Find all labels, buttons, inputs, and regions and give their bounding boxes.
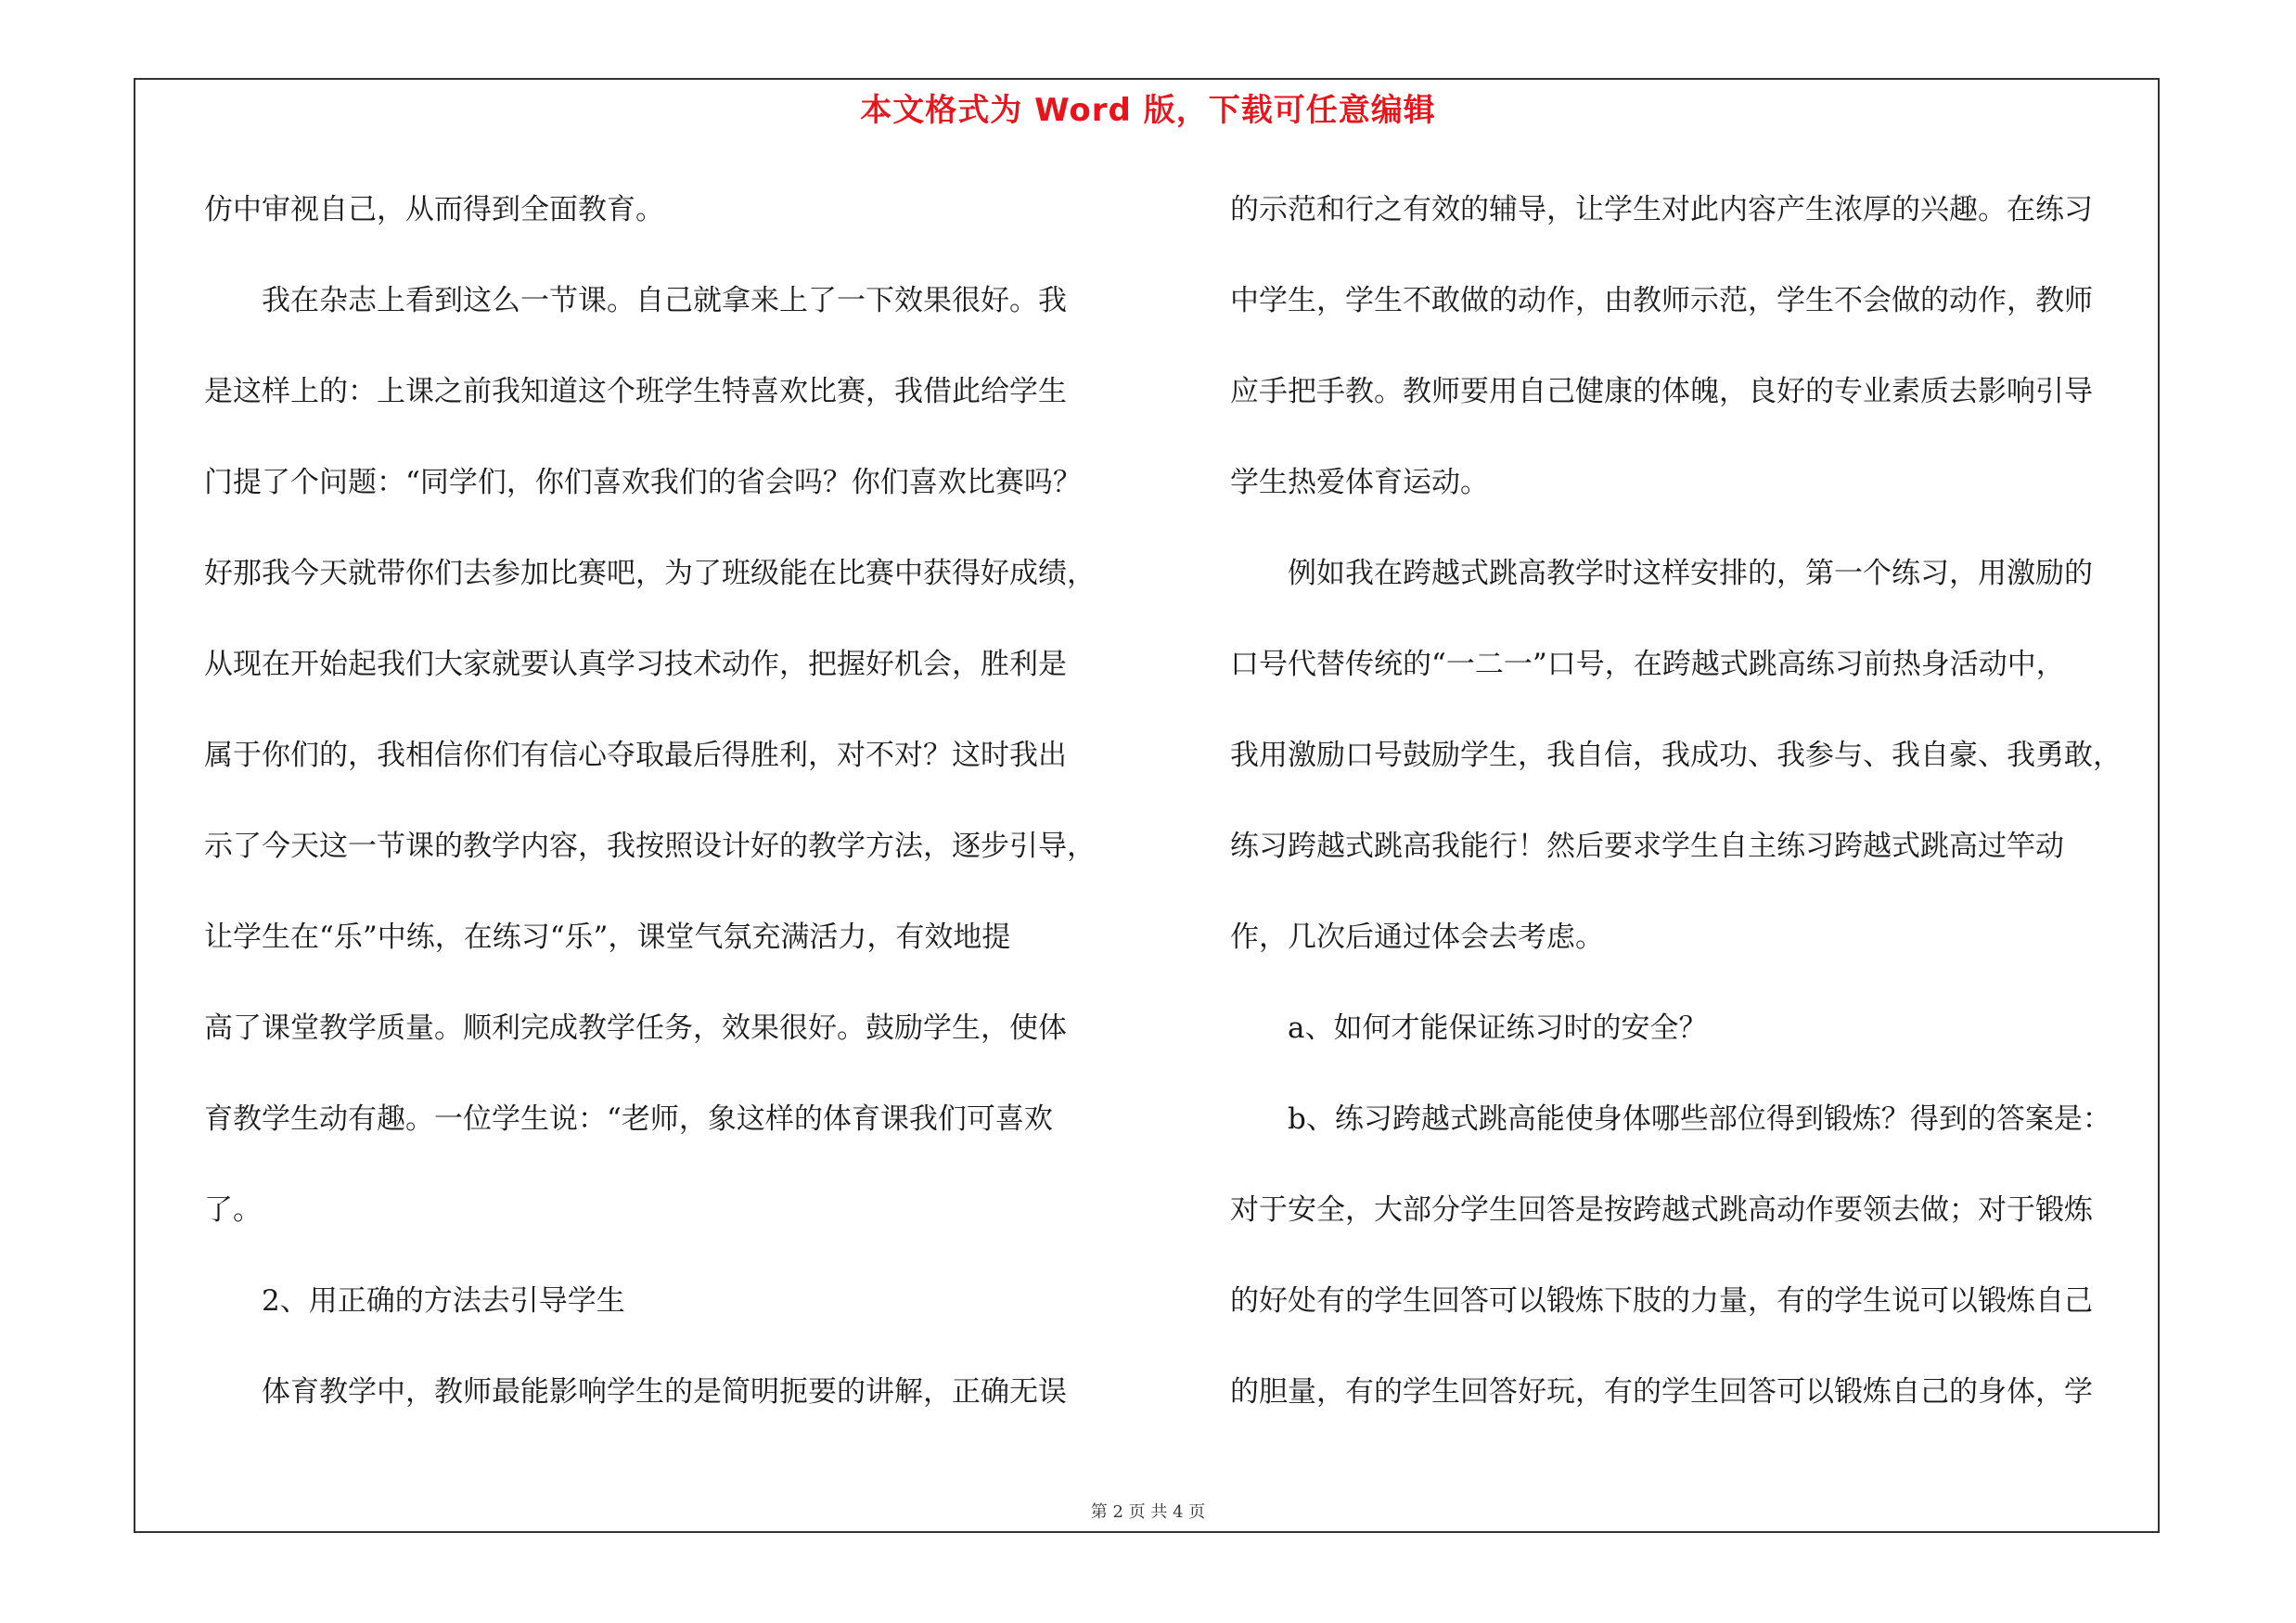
paragraph-line: 体育教学中，教师最能影响学生的是简明扼要的讲解，正确无误	[204, 1375, 1067, 1409]
paragraph-line: 我用激励口号鼓励学生，我自信，我成功、我参与、我自豪、我勇敢，	[1230, 739, 2122, 772]
paragraph-line: 的示范和行之有效的辅导，让学生对此内容产生浓厚的兴趣。在练习	[1230, 193, 2093, 226]
paragraph-line: 应手把手教。教师要用自己健康的体魄，良好的专业素质去影响引导	[1230, 375, 2093, 408]
paragraph-line: 学生热爱体育运动。	[1230, 466, 1489, 499]
paragraph-line: 门提了个问题：“同学们，你们喜欢我们的省会吗？你们喜欢比赛吗？	[204, 466, 1082, 499]
right-text-column	[1230, 182, 2161, 1455]
section-heading: 2、用正确的方法去引导学生	[204, 1284, 625, 1318]
paragraph-line: 高了课堂教学质量。顺利完成教学任务，效果很好。鼓励学生，使体	[204, 1011, 1067, 1045]
paragraph-line: 中学生，学生不敢做的动作，由教师示范，学生不会做的动作，教师	[1230, 284, 2093, 317]
paragraph-line: 的胆量，有的学生回答好玩，有的学生回答可以锻炼自己的身体，学	[1230, 1375, 2093, 1409]
paragraph-line: 从现在开始起我们大家就要认真学习技术动作，把握好机会，胜利是	[204, 648, 1067, 681]
paragraph-line: 示了今天这一节课的教学内容，我按照设计好的教学方法，逐步引导，	[204, 830, 1096, 863]
paragraph-line: 育教学生动有趣。一位学生说：“老师，象这样的体育课我们可喜欢	[204, 1102, 1053, 1136]
paragraph-line: 的好处有的学生回答可以锻炼下肢的力量，有的学生说可以锻炼自己	[1230, 1284, 2093, 1318]
paragraph-line: 让学生在“乐”中练，在练习“乐”，课堂气氛充满活力，有效地提	[204, 921, 1011, 954]
editable-notice-banner: 本文格式为 Word 版，下载可任意编辑	[860, 92, 1436, 129]
page-number-footer: 第 2 页 共 4 页	[1090, 1502, 1206, 1522]
paragraph-line: 练习跨越式跳高我能行！然后要求学生自主练习跨越式跳高过竿动	[1230, 830, 2064, 863]
paragraph-line: 属于你们的，我相信你们有信心夺取最后得胜利，对不对？这时我出	[204, 739, 1067, 772]
paragraph-line: 是这样上的：上课之前我知道这个班学生特喜欢比赛，我借此给学生	[204, 375, 1067, 408]
question-item-a: a、如何才能保证练习时的安全？	[1230, 1011, 1708, 1045]
paragraph-line: 了。	[204, 1193, 262, 1227]
paragraph-line: 仿中审视自己，从而得到全面教育。	[204, 193, 664, 226]
paragraph-line: 作，几次后通过体会去考虑。	[1230, 921, 1604, 954]
question-item-b: b、练习跨越式跳高能使身体哪些部位得到锻炼？得到的答案是：	[1230, 1102, 2111, 1136]
paragraph-line: 对于安全，大部分学生回答是按跨越式跳高动作要领去做；对于锻炼	[1230, 1193, 2093, 1227]
paragraph-line: 好那我今天就带你们去参加比赛吧，为了班级能在比赛中获得好成绩，	[204, 557, 1096, 590]
left-text-column	[204, 182, 1132, 1455]
paragraph-line: 口号代替传统的“一二一”口号，在跨越式跳高练习前热身活动中，	[1230, 648, 2065, 681]
paragraph-line: 我在杂志上看到这么一节课。自己就拿来上了一下效果很好。我	[204, 284, 1067, 317]
paragraph-line: 例如我在跨越式跳高教学时这样安排的，第一个练习，用激励的	[1230, 557, 2093, 590]
